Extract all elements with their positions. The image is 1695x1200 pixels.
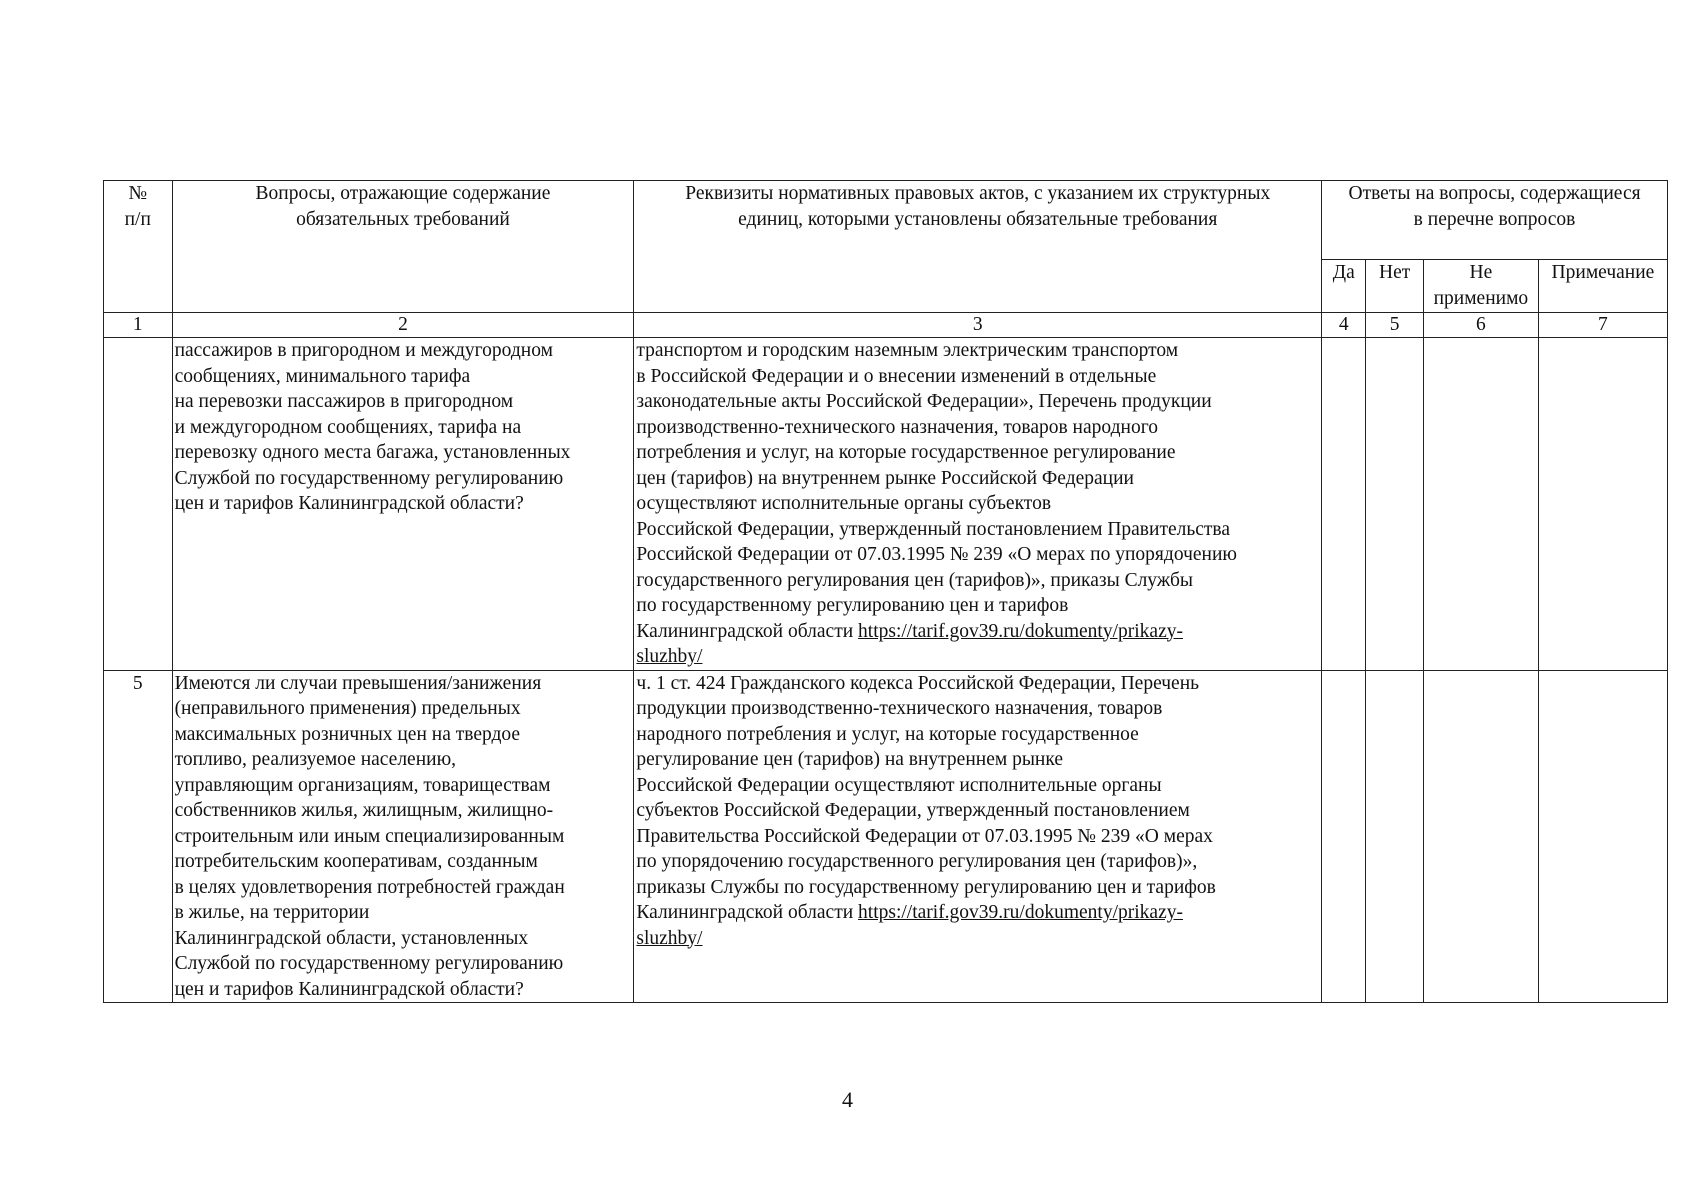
column-number: 4 (1322, 313, 1366, 338)
answer-note-cell[interactable] (1538, 670, 1667, 1003)
row-question: Имеются ли случаи превышения/занижения (неправильного применения) предельных максимальных розничных цен на твердое топливо, реализуемое населению, управляющим организациям, товариществам собственников жилья, жилищным, жилищно- строительным или иным специализированным потребительским кооперативам, созданным в целях удовлетворения потребностей граждан в жилье, на территории Калининградской области, установленных Службой по государственному регулированию цен и тарифов Калининградской области? (172, 670, 634, 1003)
table-row (104, 338, 1668, 671)
requisites-text: транспортом и городским наземным электрическим транспортом в Российской Федерации и о внесении изменений в отдельные законодательные акты Российской Федерации», Перечень продукции производственно-технического назначения, товаров народного потребления и услуг, на которые государственное регулирование цен (тарифов) на внутреннем рынке Российской Федерации осуществляют исполнительные органы субъектов Российской Федерации, утвержденный постановлением Правительства Российской Федерации от 07.03.1995 № 239 «О мерах по упорядочению государственного регулирования цен (тарифов)», приказы Службы по государственному регулированию цен и тарифов Калининградской области (636, 340, 1237, 642)
answer-yes-cell[interactable] (1322, 670, 1366, 1003)
column-number: 2 (172, 313, 634, 338)
column-number: 7 (1538, 313, 1667, 338)
row-number: 5 (104, 670, 173, 1003)
column-number: 6 (1423, 313, 1538, 338)
row-requisites (634, 338, 1322, 671)
answer-yes-cell[interactable] (1322, 338, 1366, 671)
requisites-link[interactable]: https://tarif.gov39.ru/dokumenty/prikazy- sluzhby/ (636, 902, 1183, 949)
table-row (104, 670, 1668, 1003)
header-not-applicable: Не применимо (1423, 260, 1538, 313)
answer-note-cell[interactable] (1538, 338, 1667, 671)
requirements-checklist-table (103, 180, 1668, 1003)
header-questions: Вопросы, отражающие содержание обязательных требований (172, 181, 634, 313)
column-number: 5 (1366, 313, 1423, 338)
header-no: Нет (1366, 260, 1423, 313)
requisites-text: ч. 1 ст. 424 Гражданского кодекса Российской Федерации, Перечень продукции производственно-технического назначения, товаров народного потребления и услуг, на которые государственное регулирование цен (тарифов) на внутреннем рынке Российской Федерации осуществляют исполнительные органы субъектов Российской Федерации, утвержденный постановлением Правительства Российской Федерации от 07.03.1995 № 239 «О мерах по упорядочению государственного регулирования цен (тарифов)», приказы Службы по государственному регулированию цен и тарифов Калининградской области (636, 672, 1216, 923)
header-row (104, 181, 1668, 260)
requisites-link[interactable]: https://tarif.gov39.ru/dokumenty/prikazy- sluzhby/ (636, 620, 1183, 667)
header-requisites: Реквизиты нормативных правовых актов, с указанием их структурных единиц, которыми установлены обязательные требования (634, 181, 1322, 313)
page-number: 4 (842, 1087, 853, 1112)
column-number: 1 (104, 313, 173, 338)
answer-not-applicable-cell[interactable] (1423, 670, 1538, 1003)
answer-not-applicable-cell[interactable] (1423, 338, 1538, 671)
column-number: 3 (634, 313, 1322, 338)
row-requisites (634, 670, 1322, 1003)
header-note: Примечание (1538, 260, 1667, 313)
column-numbers-row (104, 313, 1668, 338)
header-answers-group: Ответы на вопросы, содержащиеся в перечне вопросов (1322, 181, 1668, 260)
header-number: № п/п (104, 181, 173, 313)
header-yes: Да (1322, 260, 1366, 313)
answer-no-cell[interactable] (1366, 670, 1423, 1003)
row-number (104, 338, 173, 671)
row-question: пассажиров в пригородном и междугородном сообщениях, минимального тарифа на перевозки пассажиров в пригородном и междугородном сообщениях, тарифа на перевозку одного места багажа, установленных Службой по государственному регулированию цен и тарифов Калининградской области? (172, 338, 634, 671)
answer-no-cell[interactable] (1366, 338, 1423, 671)
